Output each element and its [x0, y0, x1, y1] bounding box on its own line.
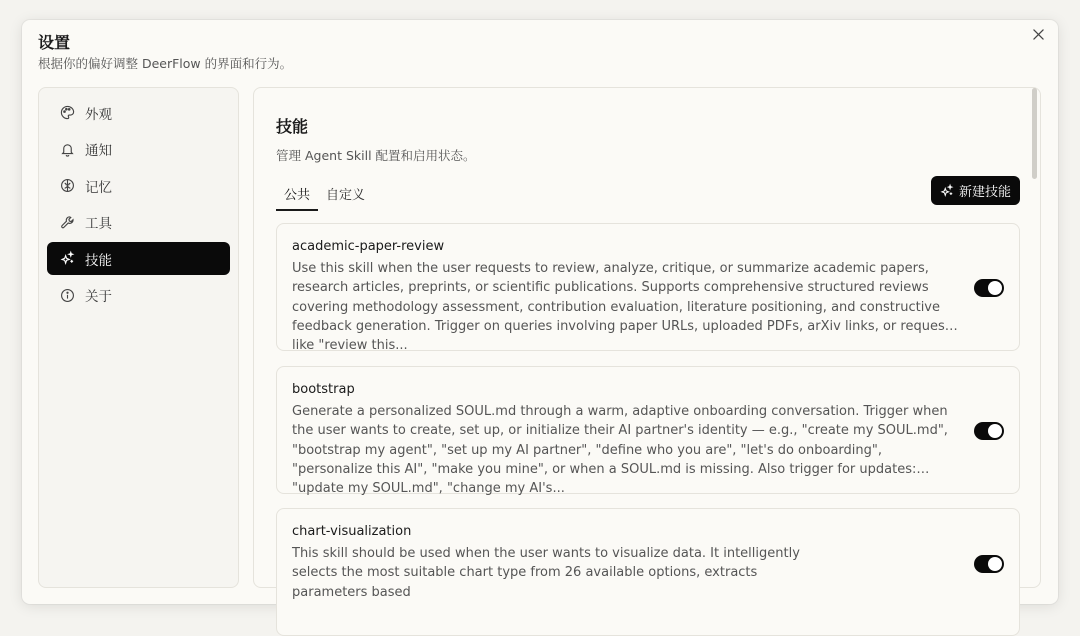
sparkles-icon: [59, 251, 75, 267]
dialog-subtitle: 根据你的偏好调整 DeerFlow 的界面和行为。: [38, 56, 293, 71]
sidebar-item-label: 技能: [85, 252, 112, 269]
info-icon: [59, 287, 75, 303]
skill-toggle[interactable]: [974, 279, 1004, 297]
skill-card: [276, 223, 1020, 354]
tab-public[interactable]: 公共: [276, 182, 318, 211]
sidebar-item-label: 记忆: [85, 179, 112, 196]
dialog-header: [38, 32, 292, 73]
section-description: 管理 Agent Skill 配置和启用状态。: [276, 148, 476, 163]
bell-icon: [59, 141, 75, 157]
settings-dialog: [22, 20, 1058, 604]
skill-name: chart-visualization: [292, 524, 412, 539]
skill-name: bootstrap: [292, 382, 355, 397]
skill-description: Use this skill when the user requests to review, analyze, critique, or summarize academic papers, research articles, preprints, or scientific publications. Supports comprehensive structured reviews covering methodology assessment, contribution evaluation, literature positioning, and constructive feedback generation. Trigger on queries involving paper URLs, uploaded PDFs, arXiv links, or requests like "review this...: [292, 261, 957, 354]
skill-name: academic-paper-review: [292, 239, 445, 254]
sidebar-item-about[interactable]: [47, 279, 230, 312]
section-title: 技能: [276, 117, 309, 136]
sidebar-item-skills[interactable]: [47, 242, 230, 275]
skill-card: [276, 366, 1020, 497]
sidebar-item-label: 通知: [85, 143, 112, 159]
dialog-title: 设置: [38, 33, 71, 52]
sidebar-item-label: 外观: [85, 106, 112, 123]
new-skill-button[interactable]: [931, 176, 1020, 205]
new-skill-label: 新建技能: [958, 185, 1011, 200]
close-button[interactable]: [1028, 24, 1048, 44]
palette-icon: [59, 105, 75, 121]
toggle-knob: [988, 424, 1002, 438]
sidebar-item-tools[interactable]: [47, 206, 230, 239]
wrench-icon: [59, 214, 75, 230]
tab-custom[interactable]: 自定义: [326, 188, 366, 203]
sidebar-item-label: 工具: [85, 216, 112, 232]
sidebar-item-appearance[interactable]: [47, 96, 230, 129]
settings-sidebar: [38, 87, 239, 588]
skill-tabs: [276, 182, 373, 211]
sidebar-item-label: 关于: [85, 289, 112, 305]
toggle-knob: [988, 281, 1002, 295]
skill-card: [276, 508, 1020, 636]
skill-toggle[interactable]: [974, 555, 1004, 573]
brain-icon: [59, 178, 75, 194]
scrollbar[interactable]: [1032, 88, 1037, 179]
toggle-knob: [988, 557, 1002, 571]
skill-toggle[interactable]: [974, 422, 1004, 440]
sidebar-item-memory[interactable]: [47, 169, 230, 202]
sparkles-icon: [940, 184, 954, 198]
skill-description: This skill should be used when the user wants to visualize data. It intelligently selects the most suitable chart type from 26 available options, extracts parameters based: [292, 546, 800, 600]
skill-description: Generate a personalized SOUL.md through a warm, adaptive onboarding conversation. Trigger when the user wants to create, set up, or initialize their AI partner's identity — e.g., "create my SOUL.md", "bootstrap my agent", "set up my AI partner", "define who you are", "let's do onboarding", "personalize this AI", "make you mine", or when a SOUL.md is missing. Also trigger for updates: "update my SOUL.md", "change my AI's...: [292, 404, 948, 497]
sidebar-item-notifications[interactable]: [47, 133, 230, 166]
close-icon: [1033, 29, 1044, 40]
skills-panel: [253, 87, 1041, 600]
